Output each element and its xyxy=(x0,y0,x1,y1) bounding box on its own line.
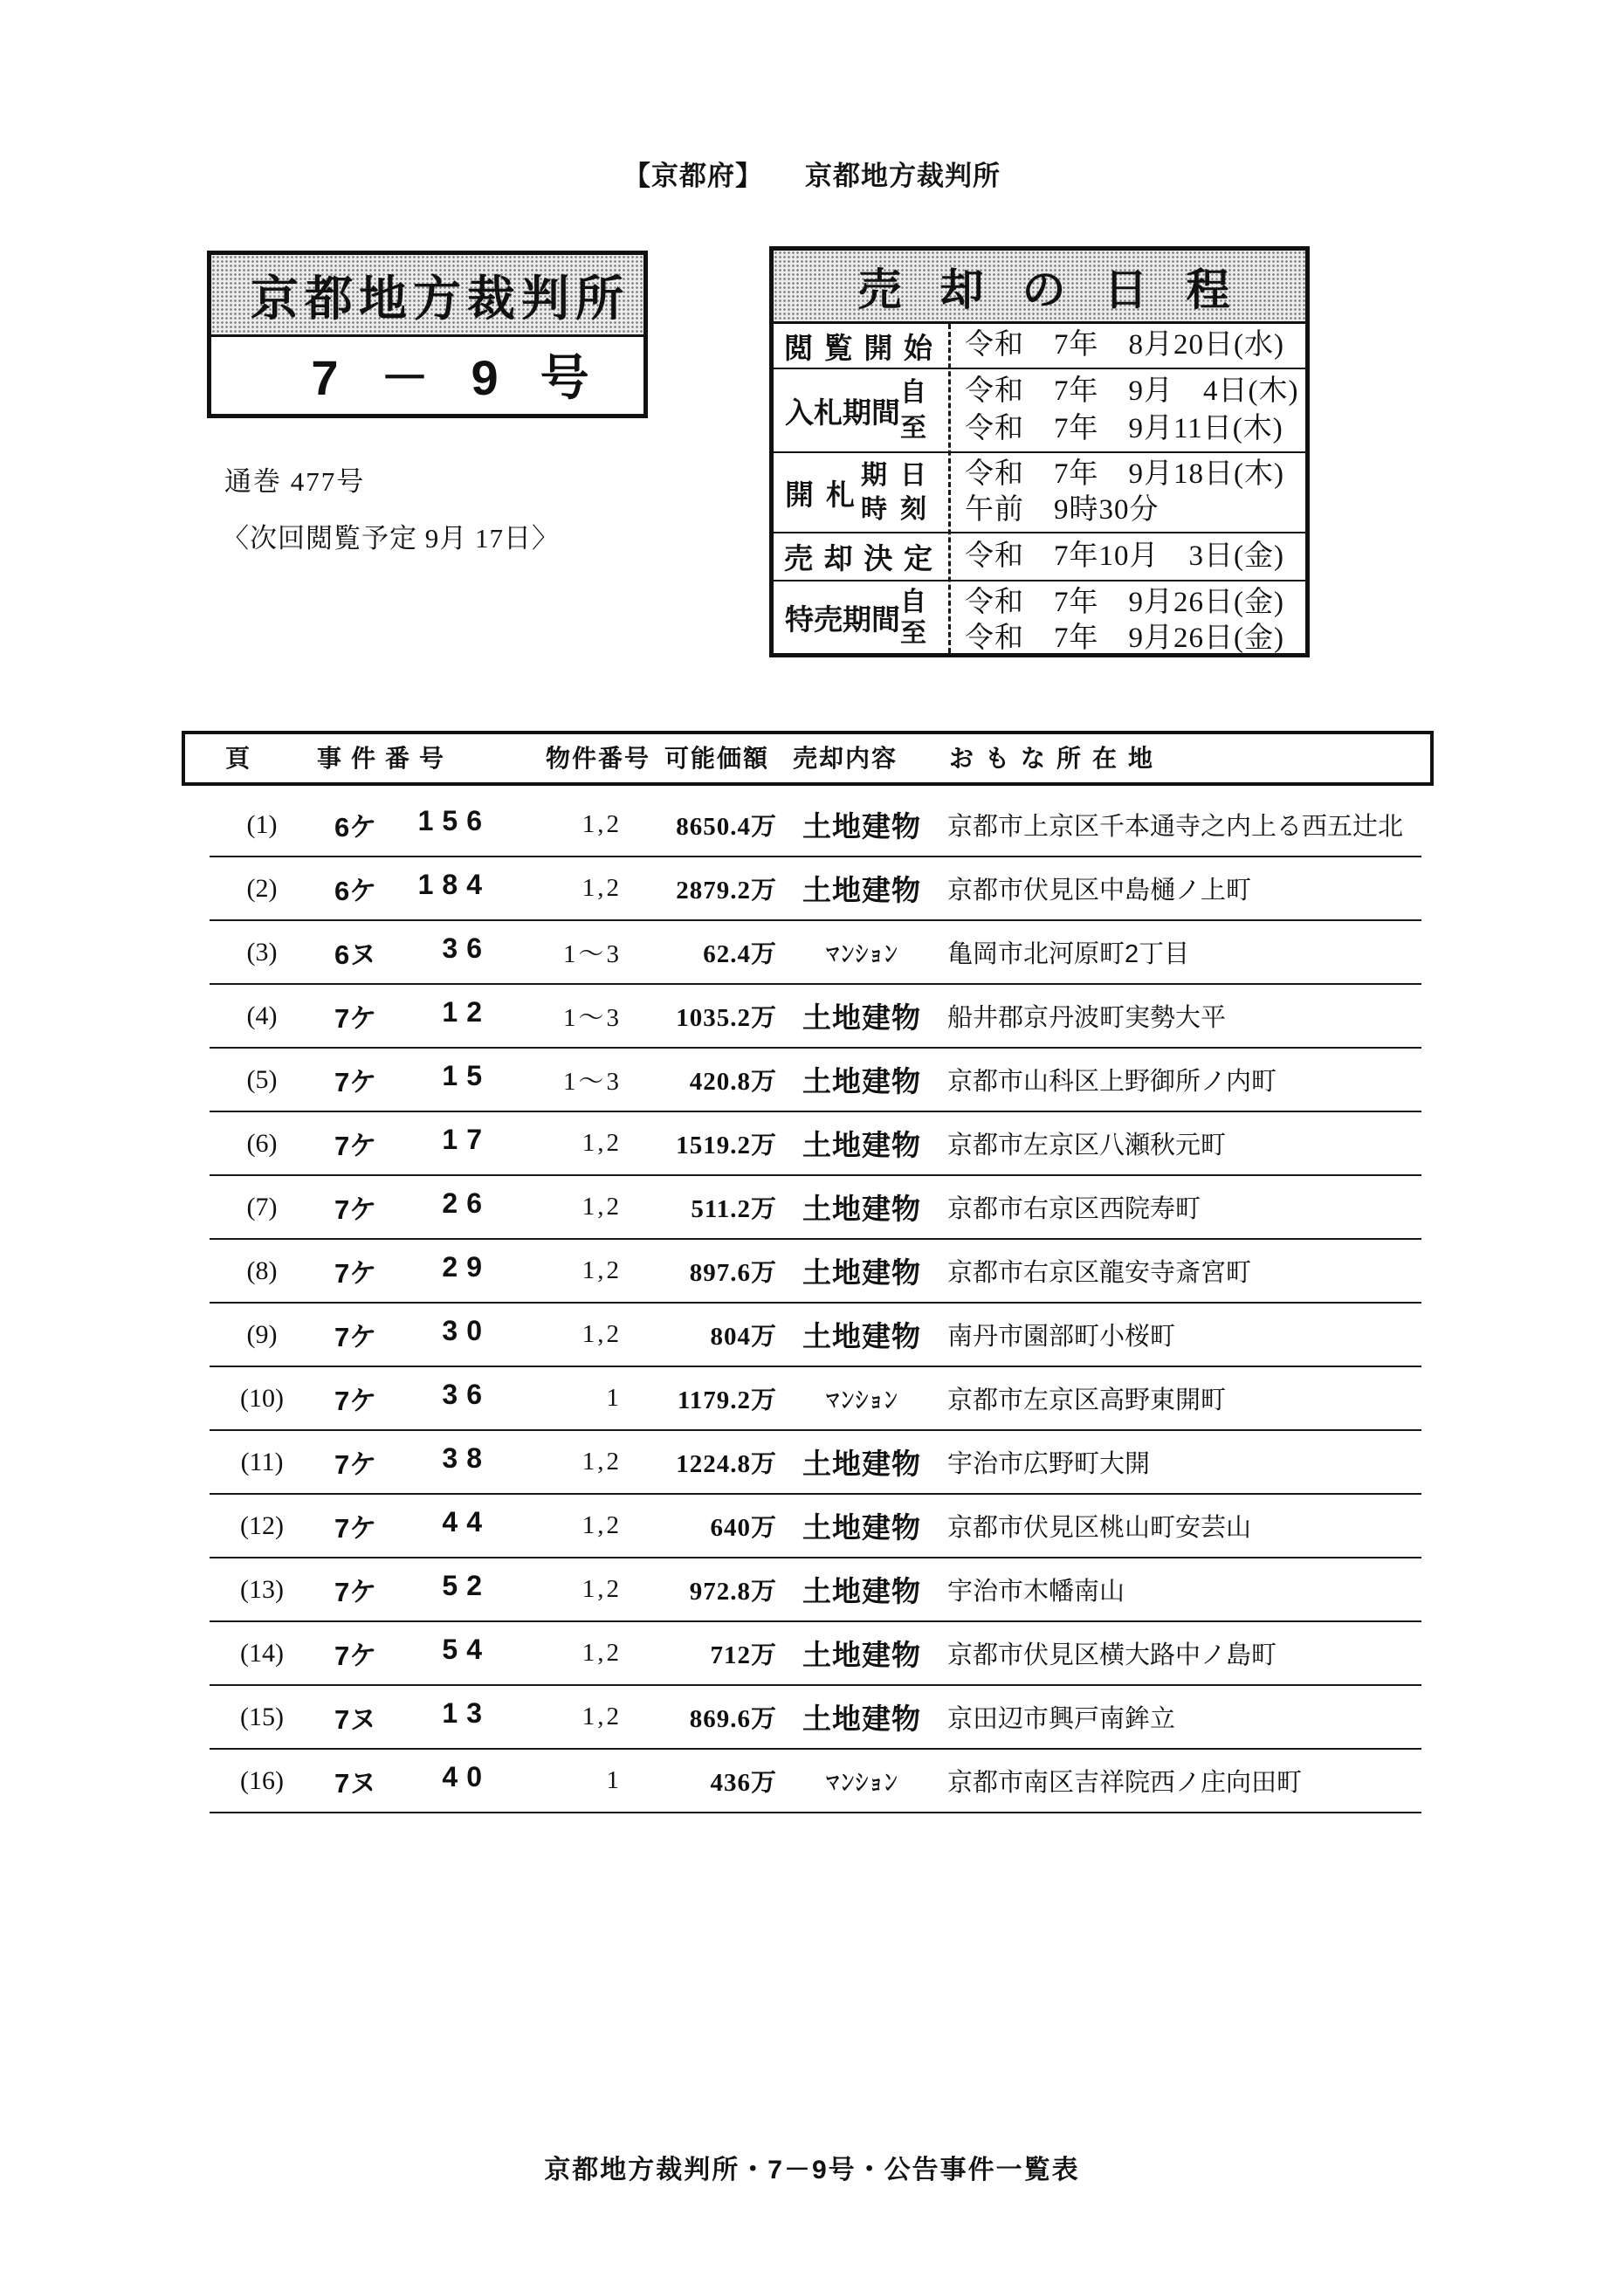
schedule-sub-labels xyxy=(900,581,926,653)
case-number xyxy=(314,1570,498,1609)
case-number xyxy=(314,1379,498,1418)
sale-content xyxy=(788,1314,936,1355)
property-number: 1,2 xyxy=(581,1129,622,1157)
header-case-number: 事件番号 xyxy=(317,745,454,772)
price: 1519.2万 xyxy=(676,1132,777,1159)
location: 京都市左京区高野東開町 xyxy=(947,1386,1227,1414)
issue-box-court-title xyxy=(211,255,643,337)
price: 2879.2万 xyxy=(676,877,777,905)
case-kana: 7ケ xyxy=(334,1322,377,1352)
schedule-title-label: 売却の日程 xyxy=(857,265,1269,314)
sale-content xyxy=(788,935,936,969)
case-number xyxy=(314,869,498,908)
page-number: (3) xyxy=(246,937,278,967)
sale-content-text: 土地建物 xyxy=(802,1001,921,1034)
case-kana: 7ヌ xyxy=(334,1768,377,1799)
sale-content-text: 土地建物 xyxy=(802,1193,921,1225)
sub-label-to: 至 xyxy=(900,619,926,648)
case-number xyxy=(314,1251,498,1290)
issue-box xyxy=(207,251,648,418)
schedule-label-text: 売却決定 xyxy=(784,542,932,574)
sale-content-text: 土地建物 xyxy=(802,1511,921,1544)
schedule-value xyxy=(951,581,1305,653)
sub-label-from: 自 xyxy=(900,377,926,407)
sub-label-to: 至 xyxy=(900,413,926,443)
sale-content xyxy=(788,1696,936,1737)
page-number: (10) xyxy=(240,1383,284,1413)
page-number: (4) xyxy=(246,1001,278,1030)
sale-content-text: 土地建物 xyxy=(802,810,921,843)
schedule-label-text: 開札 xyxy=(785,478,867,511)
case-num: 156 xyxy=(417,805,491,836)
case-num: 44 xyxy=(442,1506,491,1538)
schedule-value xyxy=(951,453,1305,532)
page-number: (2) xyxy=(246,873,278,903)
case-number xyxy=(314,1187,498,1227)
sale-content-text: 土地建物 xyxy=(802,1575,921,1607)
page-number: (12) xyxy=(240,1510,284,1540)
case-kana: 6ヌ xyxy=(334,939,377,970)
price: 1179.2万 xyxy=(677,1386,777,1414)
property-number: 1,2 xyxy=(581,1193,622,1221)
page-number: (1) xyxy=(246,809,278,839)
sale-content-text: 土地建物 xyxy=(802,1256,921,1289)
sale-content-text: 土地建物 xyxy=(802,1129,921,1161)
case-number xyxy=(314,1506,498,1545)
case-num: 30 xyxy=(442,1315,491,1346)
table-row xyxy=(210,1431,1421,1495)
sale-content xyxy=(788,1505,936,1546)
case-num: 29 xyxy=(442,1251,491,1283)
case-num: 26 xyxy=(442,1187,491,1219)
sale-content-text: 土地建物 xyxy=(802,1320,921,1352)
location: 京都市伏見区中島樋ノ上町 xyxy=(947,877,1252,905)
location: 京都市右京区龍安寺斎宮町 xyxy=(947,1259,1252,1287)
sale-content-text: 土地建物 xyxy=(802,1703,921,1735)
property-number: 1 xyxy=(606,1384,622,1412)
location: 南丹市園部町小桜町 xyxy=(947,1323,1176,1351)
table-row xyxy=(210,794,1421,857)
property-number: 1〜3 xyxy=(562,1004,622,1032)
next-viewing-label: 〈次回閲覧予定 9月 17日〉 xyxy=(222,523,560,554)
price: 1035.2万 xyxy=(676,1004,777,1032)
page-header xyxy=(0,154,1624,193)
sale-content-text: 土地建物 xyxy=(802,1065,921,1097)
table-row xyxy=(210,857,1421,921)
sale-content xyxy=(788,1123,936,1164)
page-number: (7) xyxy=(246,1192,278,1221)
location: 京都市山科区上野御所ノ内町 xyxy=(947,1068,1277,1096)
location: 京都市伏見区桃山町安芸山 xyxy=(947,1514,1252,1542)
price: 897.6万 xyxy=(689,1259,777,1287)
property-number: 1,2 xyxy=(581,1256,622,1284)
sale-content xyxy=(788,1569,936,1610)
property-number: 1〜3 xyxy=(562,1068,622,1096)
property-number: 1,2 xyxy=(581,1703,622,1730)
schedule-value-text: 令和 7年 9月26日(金) xyxy=(965,623,1284,655)
header-page: 頁 xyxy=(225,745,251,772)
case-kana: 7ケ xyxy=(334,1513,377,1544)
case-num: 13 xyxy=(442,1697,491,1729)
price: 8650.4万 xyxy=(676,813,777,841)
schedule-value-text: 令和 7年 9月 4日(木) xyxy=(965,375,1299,407)
property-number: 1,2 xyxy=(581,1575,622,1603)
table-row xyxy=(210,1240,1421,1304)
case-number xyxy=(314,1124,498,1163)
sale-content-text: マンション xyxy=(825,1770,898,1796)
schedule-row-viewing-start xyxy=(774,324,1305,369)
price: 420.8万 xyxy=(689,1068,777,1096)
case-number xyxy=(314,1697,498,1737)
case-num: 184 xyxy=(417,869,491,900)
property-number: 1,2 xyxy=(581,1639,622,1667)
case-kana: 7ヌ xyxy=(334,1704,377,1735)
schedule-row-bid-period xyxy=(774,369,1305,453)
page-number: (14) xyxy=(240,1638,284,1668)
table-row xyxy=(210,1304,1421,1367)
schedule-label-text: 閲覧開始 xyxy=(784,331,932,364)
sale-content xyxy=(788,1764,936,1798)
sale-content-text: 土地建物 xyxy=(802,1448,921,1480)
header-property-number: 物件番号 xyxy=(546,745,651,772)
schedule-sub-labels xyxy=(861,453,939,532)
table-row xyxy=(210,1750,1421,1813)
schedule-label xyxy=(774,324,951,368)
case-kana: 6ケ xyxy=(334,812,377,843)
schedule-value-text: 令和 7年10月 3日(金) xyxy=(965,540,1284,572)
schedule-sub-labels xyxy=(900,369,926,451)
sale-content-text: マンション xyxy=(825,941,898,967)
sale-content xyxy=(788,995,936,1036)
table-row xyxy=(210,985,1421,1049)
schedule-box xyxy=(769,246,1310,657)
table-row xyxy=(210,1112,1421,1176)
schedule-value-text: 令和 7年 8月20日(水) xyxy=(965,329,1284,361)
location: 京都市左京区八瀬秋元町 xyxy=(947,1132,1227,1159)
sale-content xyxy=(788,1059,936,1100)
location: 宇治市木幡南山 xyxy=(947,1578,1125,1606)
location: 京田辺市興戸南鉾立 xyxy=(947,1705,1176,1733)
price: 1224.8万 xyxy=(676,1450,777,1478)
schedule-row-special-sale xyxy=(774,581,1305,653)
sale-content xyxy=(788,1187,936,1228)
table-row xyxy=(210,1367,1421,1431)
price: 436万 xyxy=(710,1769,777,1797)
location: 京都市南区吉祥院西ノ庄向田町 xyxy=(947,1769,1303,1797)
court-name-label: 京都地方裁判所 xyxy=(805,161,1001,191)
header-price: 可能価額 xyxy=(664,745,770,772)
issue-number-label: 7－9号 xyxy=(311,349,631,405)
location: 宇治市広野町大開 xyxy=(947,1450,1151,1478)
issue-number xyxy=(211,337,643,411)
case-kana: 7ケ xyxy=(334,1577,377,1607)
schedule-label xyxy=(774,533,951,580)
case-number xyxy=(314,932,498,972)
property-number: 1〜3 xyxy=(562,940,622,968)
schedule-label xyxy=(774,581,951,653)
property-number: 1,2 xyxy=(581,874,622,902)
case-table xyxy=(210,794,1421,1813)
case-kana: 7ケ xyxy=(334,1449,377,1480)
case-kana: 7ケ xyxy=(334,1641,377,1671)
case-number xyxy=(314,805,498,844)
case-num: 15 xyxy=(442,1060,491,1091)
schedule-label xyxy=(774,369,951,451)
property-number: 1,2 xyxy=(581,810,622,838)
page-number: (5) xyxy=(246,1064,278,1094)
case-kana: 7ケ xyxy=(334,1003,377,1034)
property-number: 1 xyxy=(606,1766,622,1794)
case-kana: 7ケ xyxy=(334,1386,377,1416)
schedule-value xyxy=(951,324,1305,368)
sale-content-text: マンション xyxy=(825,1387,898,1414)
price: 712万 xyxy=(710,1641,777,1669)
page-number: (6) xyxy=(246,1128,278,1158)
price: 640万 xyxy=(710,1514,777,1542)
schedule-value xyxy=(951,369,1305,451)
price: 972.8万 xyxy=(689,1578,777,1606)
page-number: (11) xyxy=(240,1447,284,1476)
case-num: 12 xyxy=(442,996,491,1028)
schedule-label-text: 特売期間 xyxy=(785,602,900,636)
sale-content-text: 土地建物 xyxy=(802,1639,921,1671)
location: 船井郡京丹波町実勢大平 xyxy=(947,1004,1227,1032)
case-kana: 6ケ xyxy=(334,876,377,906)
property-number: 1,2 xyxy=(581,1320,622,1348)
case-num: 36 xyxy=(442,1379,491,1410)
price: 804万 xyxy=(710,1323,777,1351)
price: 62.4万 xyxy=(703,940,777,968)
case-num: 36 xyxy=(442,932,491,964)
table-row xyxy=(210,1686,1421,1750)
table-row xyxy=(210,1622,1421,1686)
page-footer: 京都地方裁判所・7－9号・公告事件一覧表 xyxy=(544,2156,1080,2184)
case-num: 38 xyxy=(442,1442,491,1474)
header-location: おもな所在地 xyxy=(949,745,1165,772)
schedule-label xyxy=(774,453,951,532)
page-number: (16) xyxy=(240,1765,284,1795)
header-content: 売却内容 xyxy=(793,745,898,772)
page-number: (9) xyxy=(246,1319,278,1349)
case-number xyxy=(314,1060,498,1099)
case-number xyxy=(314,1442,498,1482)
page-number: (13) xyxy=(240,1574,284,1604)
case-number xyxy=(314,1634,498,1673)
page-number: (15) xyxy=(240,1702,284,1731)
case-num: 17 xyxy=(442,1124,491,1155)
schedule-row-bid-opening xyxy=(774,453,1305,533)
schedule-value-text: 令和 7年 9月18日(木) xyxy=(965,458,1284,490)
schedule-dashed-divider xyxy=(948,324,951,653)
case-number xyxy=(314,1315,498,1354)
location: 亀岡市北河原町2丁目 xyxy=(947,940,1190,968)
case-kana: 7ケ xyxy=(334,1194,377,1225)
case-num: 52 xyxy=(442,1570,491,1601)
case-num: 54 xyxy=(442,1634,491,1665)
property-number: 1,2 xyxy=(581,1448,622,1476)
prefecture-label: 【京都府】 xyxy=(623,161,763,191)
schedule-row-sale-decision xyxy=(774,533,1305,581)
sale-content-text: 土地建物 xyxy=(802,874,921,906)
schedule-value xyxy=(951,533,1305,580)
page-number: (8) xyxy=(246,1256,278,1285)
schedule-label-text: 入札期間 xyxy=(785,396,900,429)
property-number: 1,2 xyxy=(581,1511,622,1539)
location: 京都市右京区西院寿町 xyxy=(947,1195,1201,1223)
sale-content xyxy=(788,1381,936,1415)
schedule-value-text: 令和 7年 9月11日(木) xyxy=(965,412,1283,444)
table-row xyxy=(210,921,1421,985)
sale-content xyxy=(788,1441,936,1483)
schedule-value-text: 令和 7年 9月26日(金) xyxy=(965,587,1284,618)
sub-label-from: 自 xyxy=(900,588,926,616)
case-kana: 7ケ xyxy=(334,1067,377,1097)
case-number xyxy=(314,1761,498,1800)
sub-label-date: 期日 xyxy=(861,460,939,490)
sub-label-time: 時刻 xyxy=(861,494,939,524)
table-row xyxy=(210,1558,1421,1622)
sale-content xyxy=(788,1633,936,1674)
location: 京都市上京区千本通寺之内上る西五辻北 xyxy=(947,813,1404,841)
sale-content xyxy=(788,868,936,909)
table-header xyxy=(182,731,1434,786)
issue-box-court-label: 京都地方裁判所 xyxy=(250,272,630,326)
location: 京都市伏見区横大路中ノ島町 xyxy=(947,1641,1277,1669)
price: 511.2万 xyxy=(691,1195,777,1223)
case-num: 40 xyxy=(442,1761,491,1792)
volume-label: 通巻 477号 xyxy=(224,466,366,497)
sale-content xyxy=(788,1250,936,1291)
table-row xyxy=(210,1495,1421,1558)
schedule-value-text: 午前 9時30分 xyxy=(965,494,1160,526)
case-kana: 7ケ xyxy=(334,1131,377,1161)
sale-content xyxy=(788,804,936,845)
schedule-title xyxy=(774,251,1305,324)
table-row xyxy=(210,1176,1421,1240)
case-number xyxy=(314,996,498,1035)
table-row xyxy=(210,1049,1421,1112)
case-kana: 7ケ xyxy=(334,1258,377,1289)
price: 869.6万 xyxy=(689,1705,777,1733)
